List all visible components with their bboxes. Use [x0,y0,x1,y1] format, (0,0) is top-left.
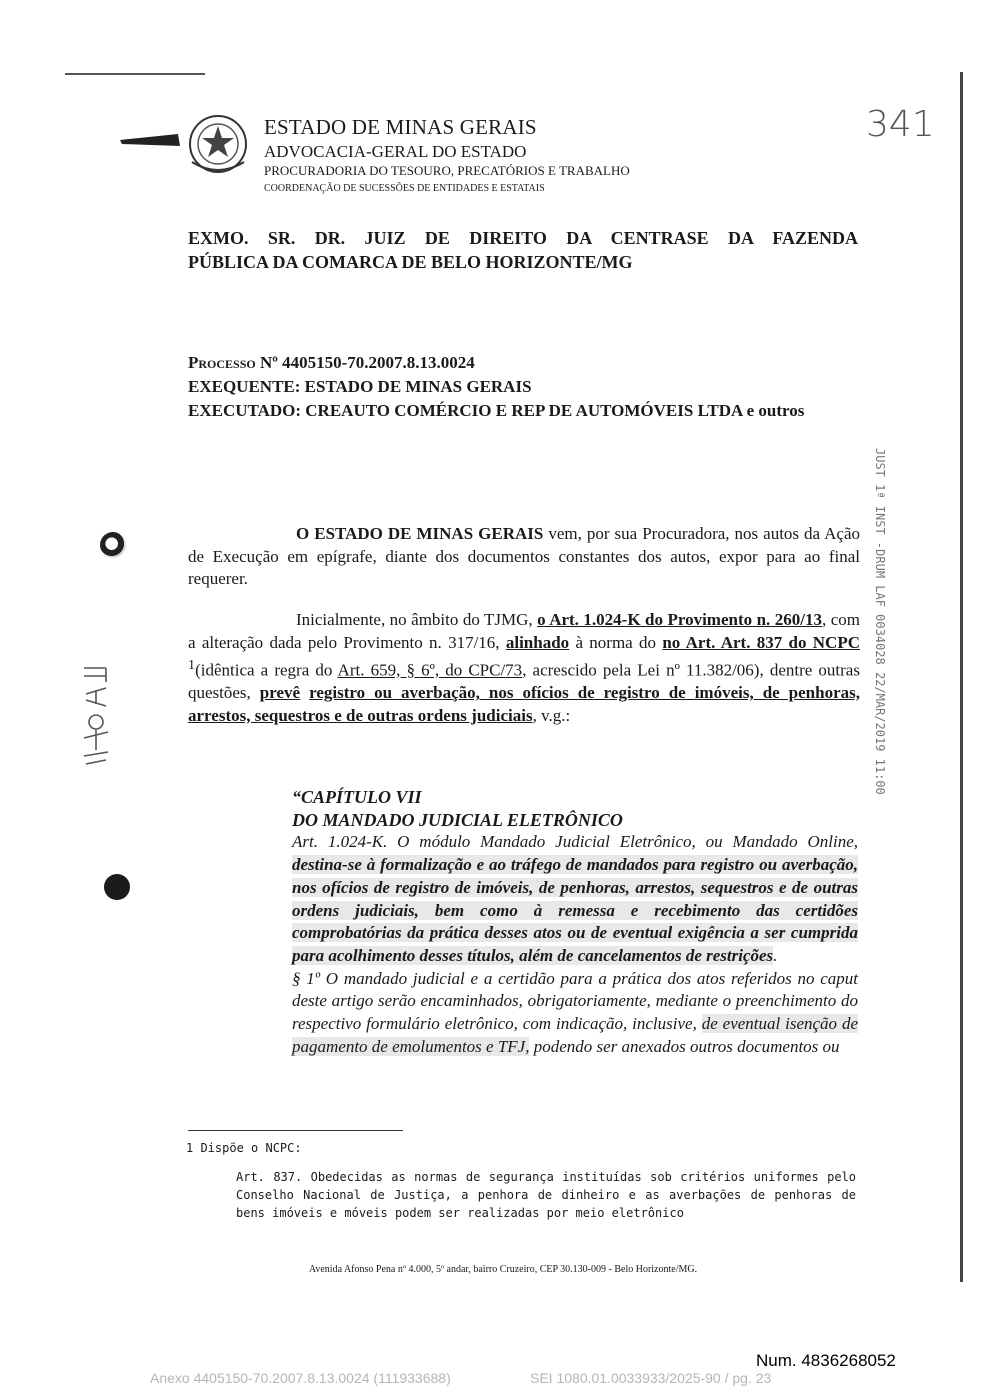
coat-of-arms-icon [118,112,258,178]
paragraph-intro-lead: O ESTADO DE MINAS GERAIS [296,524,544,543]
quote-article-intro: Art. 1.024-K. O módulo Mandado Judicial Eletrônico, ou Mandado Online, [292,832,858,852]
footnote-text: Art. 837. Obedecidas as normas de segurança instituídas sob critérios uniformes pelo Conselho Nacional de Justiça, a penhora de dinheiro e as averbações de penhoras de bens imóveis e móveis podem ser realizadas por meio eletrônico [236,1170,856,1220]
p2-text-8: (idêntica a regra do [195,660,338,680]
p2-text-3: , com a alteração dada pelo Provimento n. 317/16, [188,610,860,652]
quote-chapter-title: DO MANDADO JUDICIAL ELETRÔNICO [292,809,623,830]
header-department: PROCURADORIA DO TESOURO, PRECATÓRIOS E TRABALHO [264,163,630,178]
process-number-line [188,351,858,375]
p2-cpc73: Art. 659, § 6º, do CPC/73 [337,660,523,680]
quote-chapter: “CAPÍTULO VII [292,787,422,807]
p2-space [300,683,309,702]
quote-article-bold: destina-se à formalização e ao tráfego de mandados para registro ou averbação, nos ofícios de registro de imóveis, de penhoras, arrestos, sequestros e de outras ordens judiciais, bem como à remessa e recebimento das certidões comprobatórias da prática desses atos ou de eventual exigência a ser cumprida para acolhimento desses títulos, além de cancelamentos de restrições [292,855,858,965]
header-state: ESTADO DE MINAS GERAIS [264,115,537,139]
protocol-stamp-text: JUST 1ª INST -DRUM LAF 0034028 22/MAR/2019 11:00 [873,448,887,795]
header-coordination: COORDENAÇÃO DE SUCESSÕES DE ENTIDADES E ESTATAIS [264,183,545,194]
quote-article [292,831,858,967]
p2-text-14: , v.g.: [532,705,571,725]
legal-quote [292,786,858,1058]
document-number: Num. 4836268052 [756,1351,896,1370]
footnote-ref: 1 [188,657,196,673]
p2-alinhado: alinhado [505,632,570,652]
process-number-label: Nº [260,353,278,372]
quote-paragraph-end: podendo ser anexados outros documentos ou [529,1036,840,1056]
p2-text-1: Inicialmente, no âmbito do TJMG, [296,610,538,629]
executado: EXECUTADO: CREAUTO COMÉRCIO E REP DE AUTOMÓVEIS LTDA e outros [188,401,805,420]
handwritten-page-number: 341 [866,104,935,145]
paragraph-intro [188,523,860,591]
p2-registro: registro ou averbação, nos ofícios de registro de imóveis, de penhoras, arrestos, sequestros e de outras ordens judiciais [188,683,861,725]
quote-paragraph-highlight: de eventual isenção de pagamento de emolumentos e TFJ, [292,1014,858,1056]
punch-hole-icon [104,874,130,900]
margin-note-text: B8 R. 1 [76,660,80,661]
addressee [188,226,858,274]
handwritten-margin-note [76,660,116,770]
footer-sei-page: SEI 1080.01.0033933/2025-90 / pg. 23 [530,1370,772,1386]
p2-preve: prevê [259,683,301,703]
office-address: Avenida Afonso Pena nº 4.000, 5º andar, bairro Cruzeiro, CEP 30.130-009 - Belo Horizonte/MG. [308,1264,698,1275]
footer-attachment: Anexo 4405150-70.2007.8.13.0024 (111933688) [150,1370,451,1386]
process-number: 4405150-70.2007.8.13.0024 [282,353,475,372]
footnote-marker: 1 Dispõe o NCPC: [186,1141,302,1155]
footnote-divider [188,1130,403,1131]
addressee-line1: EXMO. SR. DR. JUIZ DE DIREITO DA CENTRASE DA FAZENDA [188,228,858,248]
paragraph-intro-rest: vem, por sua Procuradora, nos autos da Ação de Execução em epígrafe, diante dos documentos constantes dos autos, expor para ao final requerer. [188,524,861,588]
process-block [188,351,858,423]
paragraph-legal-basis [188,609,860,727]
quote-paragraph-intro: § 1º O mandado judicial e a certidão para a prática dos atos referidos no caput deste artigo serão encaminhados, obrigatoriamente, mediante o preenchimento do respectivo formulário eletrônico, com indicação, inclusive, [292,968,858,1034]
p2-ncpc: no Art. Art. 837 do NCPC [662,632,860,652]
scan-edge-top [65,73,205,75]
p2-text-10: , acrescido pela Lei nº 11.382/06), dentre outras questões, [188,660,860,703]
header-agency: ADVOCACIA-GERAL DO ESTADO [264,142,527,161]
quote-paragraph [292,968,858,1059]
exequente: EXEQUENTE: ESTADO DE MINAS GERAIS [188,377,532,396]
addressee-line2: PÚBLICA DA COMARCA DE BELO HORIZONTE/MG [188,252,633,272]
quote-article-end: . [773,945,778,965]
punch-hole-icon [100,532,126,558]
p2-provimento: o Art. 1.024-K do Provimento n. 260/13 [537,610,822,629]
protocol-stamp [872,448,890,818]
scan-edge-right [960,72,963,1282]
p2-text-5: à norma do [569,632,663,652]
process-label: Processo [188,353,256,372]
